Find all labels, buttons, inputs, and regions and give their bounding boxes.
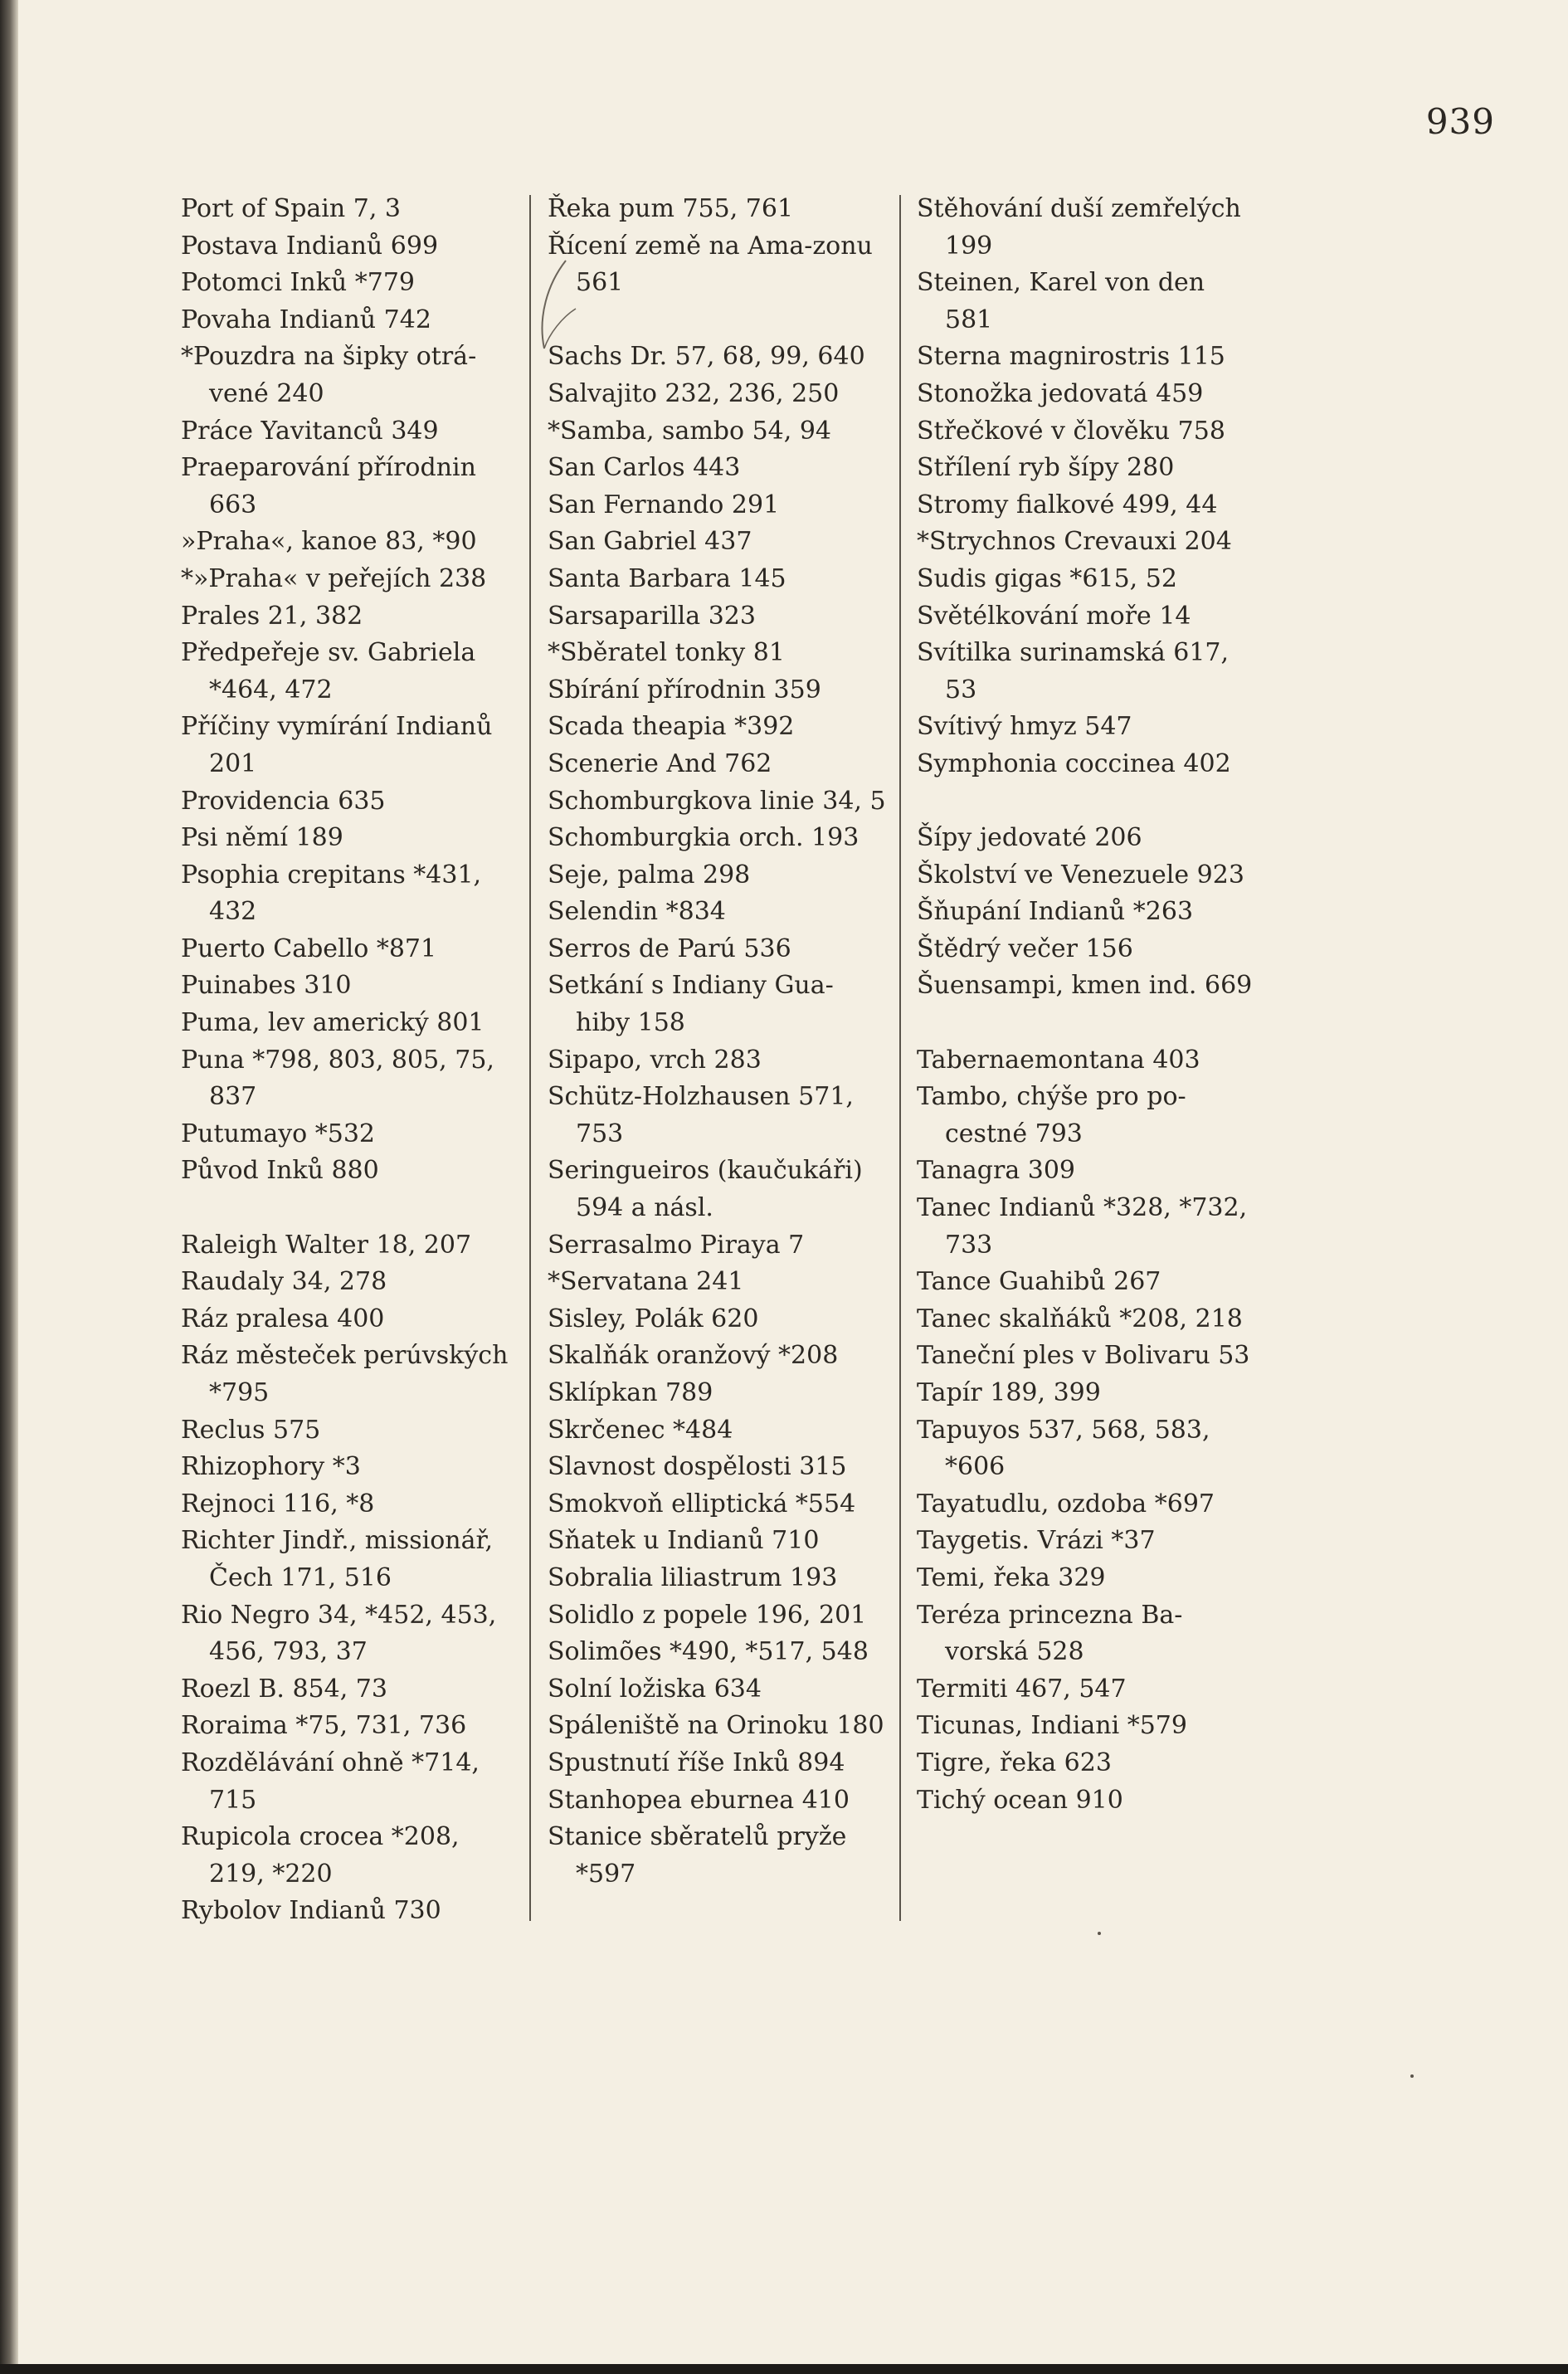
index-entry: Serros de Parú 536	[548, 934, 791, 963]
index-entry: Ráz pralesa 400	[181, 1304, 385, 1333]
index-entry: Stanhopea eburnea 410	[548, 1785, 850, 1815]
index-entry: Tichý ocean 910	[917, 1785, 1123, 1815]
index-entry: Světélkování moře 14	[917, 601, 1191, 631]
index-entry: Solidlo z popele 196, 201	[548, 1600, 867, 1630]
index-entry: Sarsaparilla 323	[548, 601, 756, 631]
index-entry: Šňupání Indianů *263	[917, 897, 1194, 927]
index-entry: Serrasalmo Piraya 7	[548, 1230, 805, 1260]
index-entry: Tance Guahibů 267	[917, 1267, 1161, 1297]
index-entry: Skalňák oranžový *208	[548, 1341, 839, 1371]
index-entry: Skrčenec *484	[548, 1415, 733, 1445]
index-entry: Šuensampi, kmen ind. 669	[917, 971, 1253, 1001]
index-entry: Steinen, Karel von den 581	[917, 268, 1205, 334]
index-entry: Salvajito 232, 236, 250	[548, 378, 840, 408]
index-entry: Santa Barbara 145	[548, 563, 786, 593]
index-entry: Temi, řeka 329	[917, 1562, 1106, 1592]
index-entry: Původ Inků 880	[181, 1156, 379, 1186]
index-entry: Tigre, řeka 623	[917, 1748, 1112, 1777]
index-entry: Psophia crepitans *431, 432	[181, 860, 482, 927]
index-entry: Raudaly 34, 278	[181, 1267, 387, 1297]
index-entry: Selendin *834	[548, 897, 726, 927]
index-entry: Povaha Indianů 742	[181, 305, 431, 334]
section-gap	[917, 783, 1255, 821]
index-entry: Solní ložiska 634	[548, 1674, 762, 1704]
index-entry: Scada theapia *392	[548, 712, 795, 742]
index-entry: Tanagra 309	[917, 1156, 1076, 1186]
index-entry: Příčiny vymírání Indianů 201	[181, 712, 493, 778]
index-entry: Setkání s Indiany Gua-hiby 158	[548, 971, 834, 1038]
index-entry: Roraima *75, 731, 736	[181, 1711, 467, 1741]
index-entry: Seringueiros (kaučukáři) 594 a násl.	[548, 1156, 863, 1223]
page-number: 939	[1425, 101, 1495, 142]
book-spine-shadow	[0, 0, 18, 2374]
index-entry: San Gabriel 437	[548, 527, 752, 557]
index-entry: Praeparování přírodnin 663	[181, 453, 476, 519]
index-entry: Raleigh Walter 18, 207	[181, 1230, 472, 1260]
index-entry: Ráz městeček perúvských *795	[181, 1341, 509, 1407]
index-entry: Potomci Inků *779	[181, 268, 415, 298]
index-entry: Tapuyos 537, 568, 583, *606	[917, 1415, 1210, 1482]
index-entry: Sisley, Polák 620	[548, 1304, 759, 1333]
index-entry: Puerto Cabello *871	[181, 934, 437, 963]
index-entry: Puma, lev americký 801	[181, 1008, 485, 1038]
index-entry: Svítivý hmyz 547	[917, 712, 1132, 742]
index-entry: »Praha«, kanoe 83, *90	[181, 527, 477, 557]
index-entry: San Carlos 443	[548, 453, 741, 483]
index-entry: Solimões *490, *517, 548	[548, 1637, 869, 1667]
index-entry: Školství ve Venezuele 923	[917, 860, 1244, 890]
paper-speck	[1098, 1932, 1101, 1935]
index-entry: Tanec Indianů *328, *732, 733	[917, 1193, 1248, 1260]
index-entry: Štědrý večer 156	[917, 934, 1133, 963]
index-entry: Řeka pum 755, 761	[548, 194, 794, 223]
index-entry: Tayatudlu, ozdoba *697	[917, 1489, 1215, 1518]
index-column-3	[917, 191, 1255, 1819]
index-entry: Scenerie And 762	[548, 748, 772, 778]
index-entry: Sterna magnirostris 115	[917, 342, 1225, 372]
index-entry: Schomburgkova linie 34, 5	[548, 786, 886, 816]
column-divider-1	[529, 195, 531, 1921]
index-entry: Tanec skalňáků *208, 218	[917, 1304, 1243, 1333]
index-entry: Spáleniště na Orinoku 180	[548, 1711, 884, 1741]
index-entry: *Samba, sambo 54, 94	[548, 416, 831, 446]
index-column-1	[181, 191, 519, 1930]
index-entry: Taygetis. Vrázi *37	[917, 1526, 1156, 1556]
index-entry: Rupicola crocea *208, 219, *220	[181, 1822, 460, 1889]
index-entry: Teréza princezna Ba-vorská 528	[917, 1600, 1183, 1667]
index-entry: Reclus 575	[181, 1415, 321, 1445]
index-entry: Sobralia liliastrum 193	[548, 1562, 838, 1592]
index-entry: Sňatek u Indianů 710	[548, 1526, 820, 1556]
index-entry: Port of Spain 7, 3	[181, 194, 402, 223]
index-entry: Puna *798, 803, 805, 75, 837	[181, 1045, 494, 1112]
index-entry: Puinabes 310	[181, 971, 352, 1001]
index-entry: Postava Indianů 699	[181, 231, 439, 261]
section-gap	[548, 302, 886, 339]
index-entry: Symphonia coccinea 402	[917, 748, 1231, 778]
index-entry: Spustnutí říše Inků 894	[548, 1748, 845, 1777]
index-entry: Slavnost dospělosti 315	[548, 1452, 847, 1482]
section-gap	[917, 1005, 1255, 1042]
index-entry: Richter Jindř., missionář, Čech 171, 516	[181, 1526, 494, 1592]
index-entry: Řícení země na Ama-zonu 561	[548, 231, 873, 298]
index-entry: Tabernaemontana 403	[917, 1045, 1200, 1075]
index-entry: Rybolov Indianů 730	[181, 1896, 441, 1926]
index-entry: Střílení ryb šípy 280	[917, 453, 1175, 483]
index-entry: *Pouzdra na šipky otrá-vené 240	[181, 342, 477, 408]
index-entry: Schütz-Holzhausen 571, 753	[548, 1082, 854, 1148]
index-entry: Sbírání přírodnin 359	[548, 675, 821, 704]
index-entry: Svítilka surinamská 617, 53	[917, 638, 1230, 704]
index-entry: Stěhování duší zemřelých 199	[917, 194, 1241, 261]
index-entry: Providencia 635	[181, 786, 386, 816]
index-entry: Putumayo *532	[181, 1119, 376, 1148]
page-bottom-edge	[0, 2364, 1568, 2374]
index-entry: Stanice sběratelů pryže *597	[548, 1822, 847, 1889]
index-entry: Sipapo, vrch 283	[548, 1045, 762, 1075]
index-entry: Tapír 189, 399	[917, 1378, 1101, 1407]
index-entry: Střečkové v člověku 758	[917, 416, 1225, 446]
index-entry: Sachs Dr. 57, 68, 99, 640	[548, 342, 865, 372]
index-entry: San Fernando 291	[548, 490, 780, 519]
index-entry: Šípy jedovaté 206	[917, 823, 1142, 853]
index-entry: Seje, palma 298	[548, 860, 751, 890]
index-entry: Taneční ples v Bolivaru 53	[917, 1341, 1250, 1371]
index-entry: *Strychnos Crevauxi 204	[917, 527, 1232, 557]
index-entry: Rejnoci 116, *8	[181, 1489, 375, 1518]
index-entry: Sudis gigas *615, 52	[917, 563, 1177, 593]
index-column-2	[548, 191, 886, 1893]
index-entry: Roezl B. 854, 73	[181, 1674, 387, 1704]
section-gap	[181, 1190, 519, 1227]
index-entry: *Sběratel tonky 81	[548, 638, 785, 668]
index-entry: Rhizophory *3	[181, 1452, 361, 1482]
index-entry: Předpeřeje sv. Gabriela *464, 472	[181, 638, 476, 704]
index-entry: Smokvoň elliptická *554	[548, 1489, 856, 1518]
index-entry: Stromy fialkové 499, 44	[917, 490, 1218, 519]
index-entry: Ticunas, Indiani *579	[917, 1711, 1187, 1741]
index-entry: Sklípkan 789	[548, 1378, 713, 1407]
index-entry: *Servatana 241	[548, 1267, 744, 1297]
index-entry: Rio Negro 34, *452, 453, 456, 793, 37	[181, 1600, 497, 1667]
column-divider-2	[899, 195, 901, 1921]
index-entry: Prales 21, 382	[181, 601, 363, 631]
index-entry: Stonožka jedovatá 459	[917, 378, 1204, 408]
index-entry: Termiti 467, 547	[917, 1674, 1127, 1704]
index-entry: Psi němí 189	[181, 823, 343, 853]
index-entry: Rozdělávání ohně *714, 715	[181, 1748, 480, 1815]
index-entry: Tambo, chýše pro po-cestné 793	[917, 1082, 1186, 1148]
paper-speck	[1410, 2074, 1414, 2078]
index-entry: Práce Yavitanců 349	[181, 416, 439, 446]
index-entry: *»Praha« v peřejích 238	[181, 563, 487, 593]
index-entry: Schomburgkia orch. 193	[548, 823, 859, 853]
